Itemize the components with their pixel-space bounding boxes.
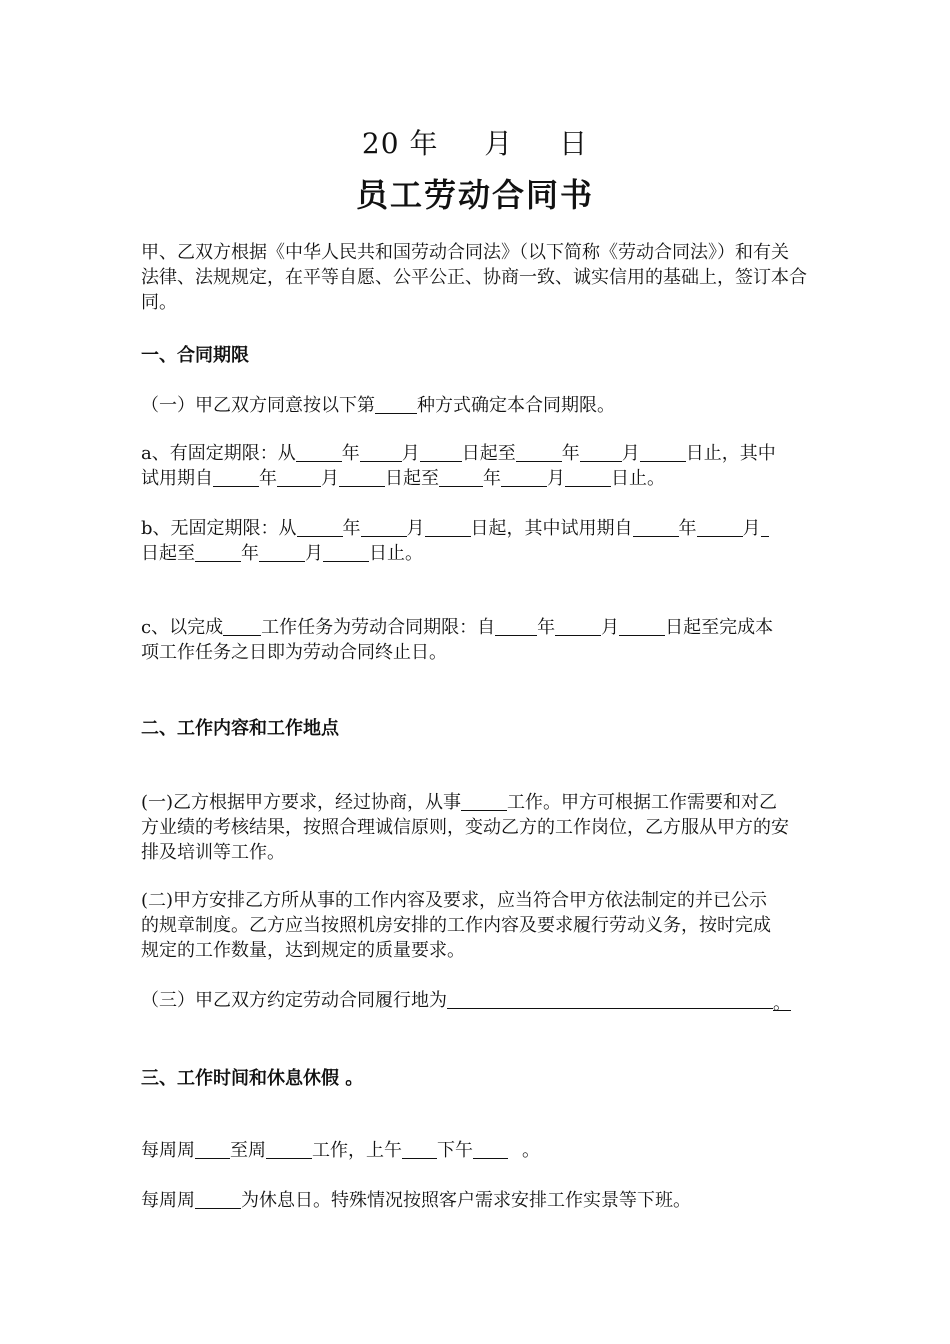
text-span: 月: [547, 468, 565, 489]
work-hours-paragraph: [141, 1138, 813, 1163]
blank[interactable]: [323, 542, 369, 562]
text-line: 规定的工作数量，达到规定的质量要求。: [141, 940, 465, 961]
text-line: 的规章制度。乙方应当按照机房安排的工作内容及要求履行劳动义务，按时完成: [141, 915, 771, 936]
rest-day-paragraph: [141, 1188, 813, 1213]
year-prefix: 20: [361, 127, 400, 160]
term-method-paragraph: [141, 393, 813, 418]
text-span: 日起至: [141, 543, 195, 564]
blank[interactable]: [339, 467, 385, 487]
text-span: 日止。: [611, 468, 665, 489]
text-span: 日起至: [461, 443, 516, 464]
afternoon-blank[interactable]: [473, 1139, 508, 1159]
text-span: 月: [321, 468, 339, 489]
text-span: 月: [305, 543, 323, 564]
text-span: 试用期自: [141, 468, 213, 489]
text-span: 年: [341, 443, 360, 464]
year-label: 年: [409, 127, 439, 160]
section-2-heading: 二、工作内容和工作地点: [141, 718, 339, 739]
work-location-paragraph: [141, 988, 813, 1013]
text-span: 至周: [230, 1140, 266, 1161]
text-span: 为休息日。特殊情况按照客户需求安排工作实景等下班。: [241, 1190, 691, 1211]
text-line: (二)甲方安排乙方所从事的工作内容及要求，应当符合甲方依法制定的并已公示: [141, 890, 768, 911]
location-blank[interactable]: [447, 989, 773, 1009]
text-span: 。: [773, 993, 791, 1014]
section-3-heading: 三、工作时间和休息休假 。: [141, 1068, 364, 1089]
text-span: 下午: [437, 1140, 473, 1161]
text-span: 年: [342, 518, 361, 539]
blank[interactable]: [425, 517, 471, 537]
blank[interactable]: [360, 442, 402, 462]
text-span: （一）甲乙双方同意按以下第: [141, 395, 375, 416]
morning-blank[interactable]: [402, 1139, 437, 1159]
text-span: 月: [742, 518, 761, 539]
text-span: 日止，其中: [685, 443, 776, 464]
blank[interactable]: [697, 517, 743, 537]
text-span: 工作。甲方可根据工作需要和对乙: [507, 792, 778, 813]
blank[interactable]: [296, 442, 342, 462]
text-span: 月: [406, 518, 425, 539]
job-paragraph: [141, 790, 813, 865]
intro-line: 同。: [141, 292, 177, 313]
blank[interactable]: [761, 517, 769, 537]
text-span: (一)乙方根据甲方要求，经过协商，从事: [141, 792, 462, 813]
text-line: 项工作任务之日即为劳动合同终止日。: [141, 642, 447, 663]
job-blank[interactable]: [461, 791, 507, 811]
blank[interactable]: [297, 517, 343, 537]
blank[interactable]: [565, 467, 611, 487]
text-span: 月: [621, 443, 640, 464]
text-span: 年: [537, 617, 556, 638]
text-span: 年: [259, 468, 277, 489]
text-line: 方业绩的考核结果，按照合理诚信原则，变动乙方的工作岗位，乙方服从甲方的安: [141, 817, 789, 838]
blank[interactable]: [633, 517, 679, 537]
text-span: 工作，上午: [312, 1140, 402, 1161]
work-content-paragraph: [141, 888, 813, 963]
text-span: 。: [522, 1140, 540, 1161]
start-day-blank[interactable]: [195, 1139, 230, 1159]
blank[interactable]: [420, 442, 462, 462]
blank[interactable]: [361, 517, 407, 537]
blank[interactable]: [495, 616, 537, 636]
blank[interactable]: [501, 467, 547, 487]
text-span: 年: [241, 543, 259, 564]
task-blank[interactable]: [223, 616, 261, 636]
blank[interactable]: [516, 442, 562, 462]
blank[interactable]: [619, 616, 665, 636]
text-span: 日止。: [369, 543, 423, 564]
text-span: 年: [561, 443, 580, 464]
task-term-paragraph: [141, 615, 813, 665]
text-span: 种方式确定本合同期限。: [417, 395, 615, 416]
text-span: c、以完成: [141, 617, 224, 638]
blank[interactable]: [277, 467, 321, 487]
text-span: 日起至完成本: [665, 617, 774, 638]
text-span: 年: [483, 468, 501, 489]
blank[interactable]: [439, 467, 483, 487]
fixed-term-paragraph: [141, 441, 813, 491]
section-1-heading: 一、合同期限: [141, 345, 249, 366]
text-span: a、有固定期限：从: [141, 443, 296, 464]
date-line: [0, 122, 950, 162]
text-span: 日起，其中试用期自: [470, 518, 633, 539]
text-span: 工作任务为劳动合同期限：自: [261, 617, 496, 638]
blank[interactable]: [580, 442, 622, 462]
day-label: 日: [559, 127, 589, 160]
intro-line: 法律、法规规定，在平等自愿、公平公正、协商一致、诚实信用的基础上，签订本合: [141, 267, 807, 288]
method-blank[interactable]: [375, 394, 417, 414]
text-span: 每周周: [141, 1140, 195, 1161]
end-day-blank[interactable]: [266, 1139, 312, 1159]
blank[interactable]: [259, 542, 305, 562]
document-title: 员工劳动合同书: [355, 176, 594, 214]
intro-paragraph: [141, 240, 813, 315]
text-span: 月: [401, 443, 420, 464]
blank[interactable]: [640, 442, 686, 462]
rest-day-blank[interactable]: [195, 1189, 241, 1209]
text-span: 年: [678, 518, 697, 539]
text-span: （三）甲乙双方约定劳动合同履行地为: [141, 990, 447, 1011]
text-span: 日起至: [385, 468, 439, 489]
open-term-paragraph: [141, 516, 813, 566]
text-span: 每周周: [141, 1190, 195, 1211]
blank[interactable]: [555, 616, 601, 636]
text-line: 排及培训等工作。: [141, 842, 285, 863]
blank[interactable]: [195, 542, 241, 562]
month-label: 月: [484, 127, 514, 160]
text-span: b、无固定期限：从: [141, 518, 297, 539]
blank[interactable]: [213, 467, 259, 487]
text-span: 月: [601, 617, 620, 638]
intro-line: 甲、乙双方根据《中华人民共和国劳动合同法》（以下简称《劳动合同法》）和有关: [141, 242, 789, 263]
